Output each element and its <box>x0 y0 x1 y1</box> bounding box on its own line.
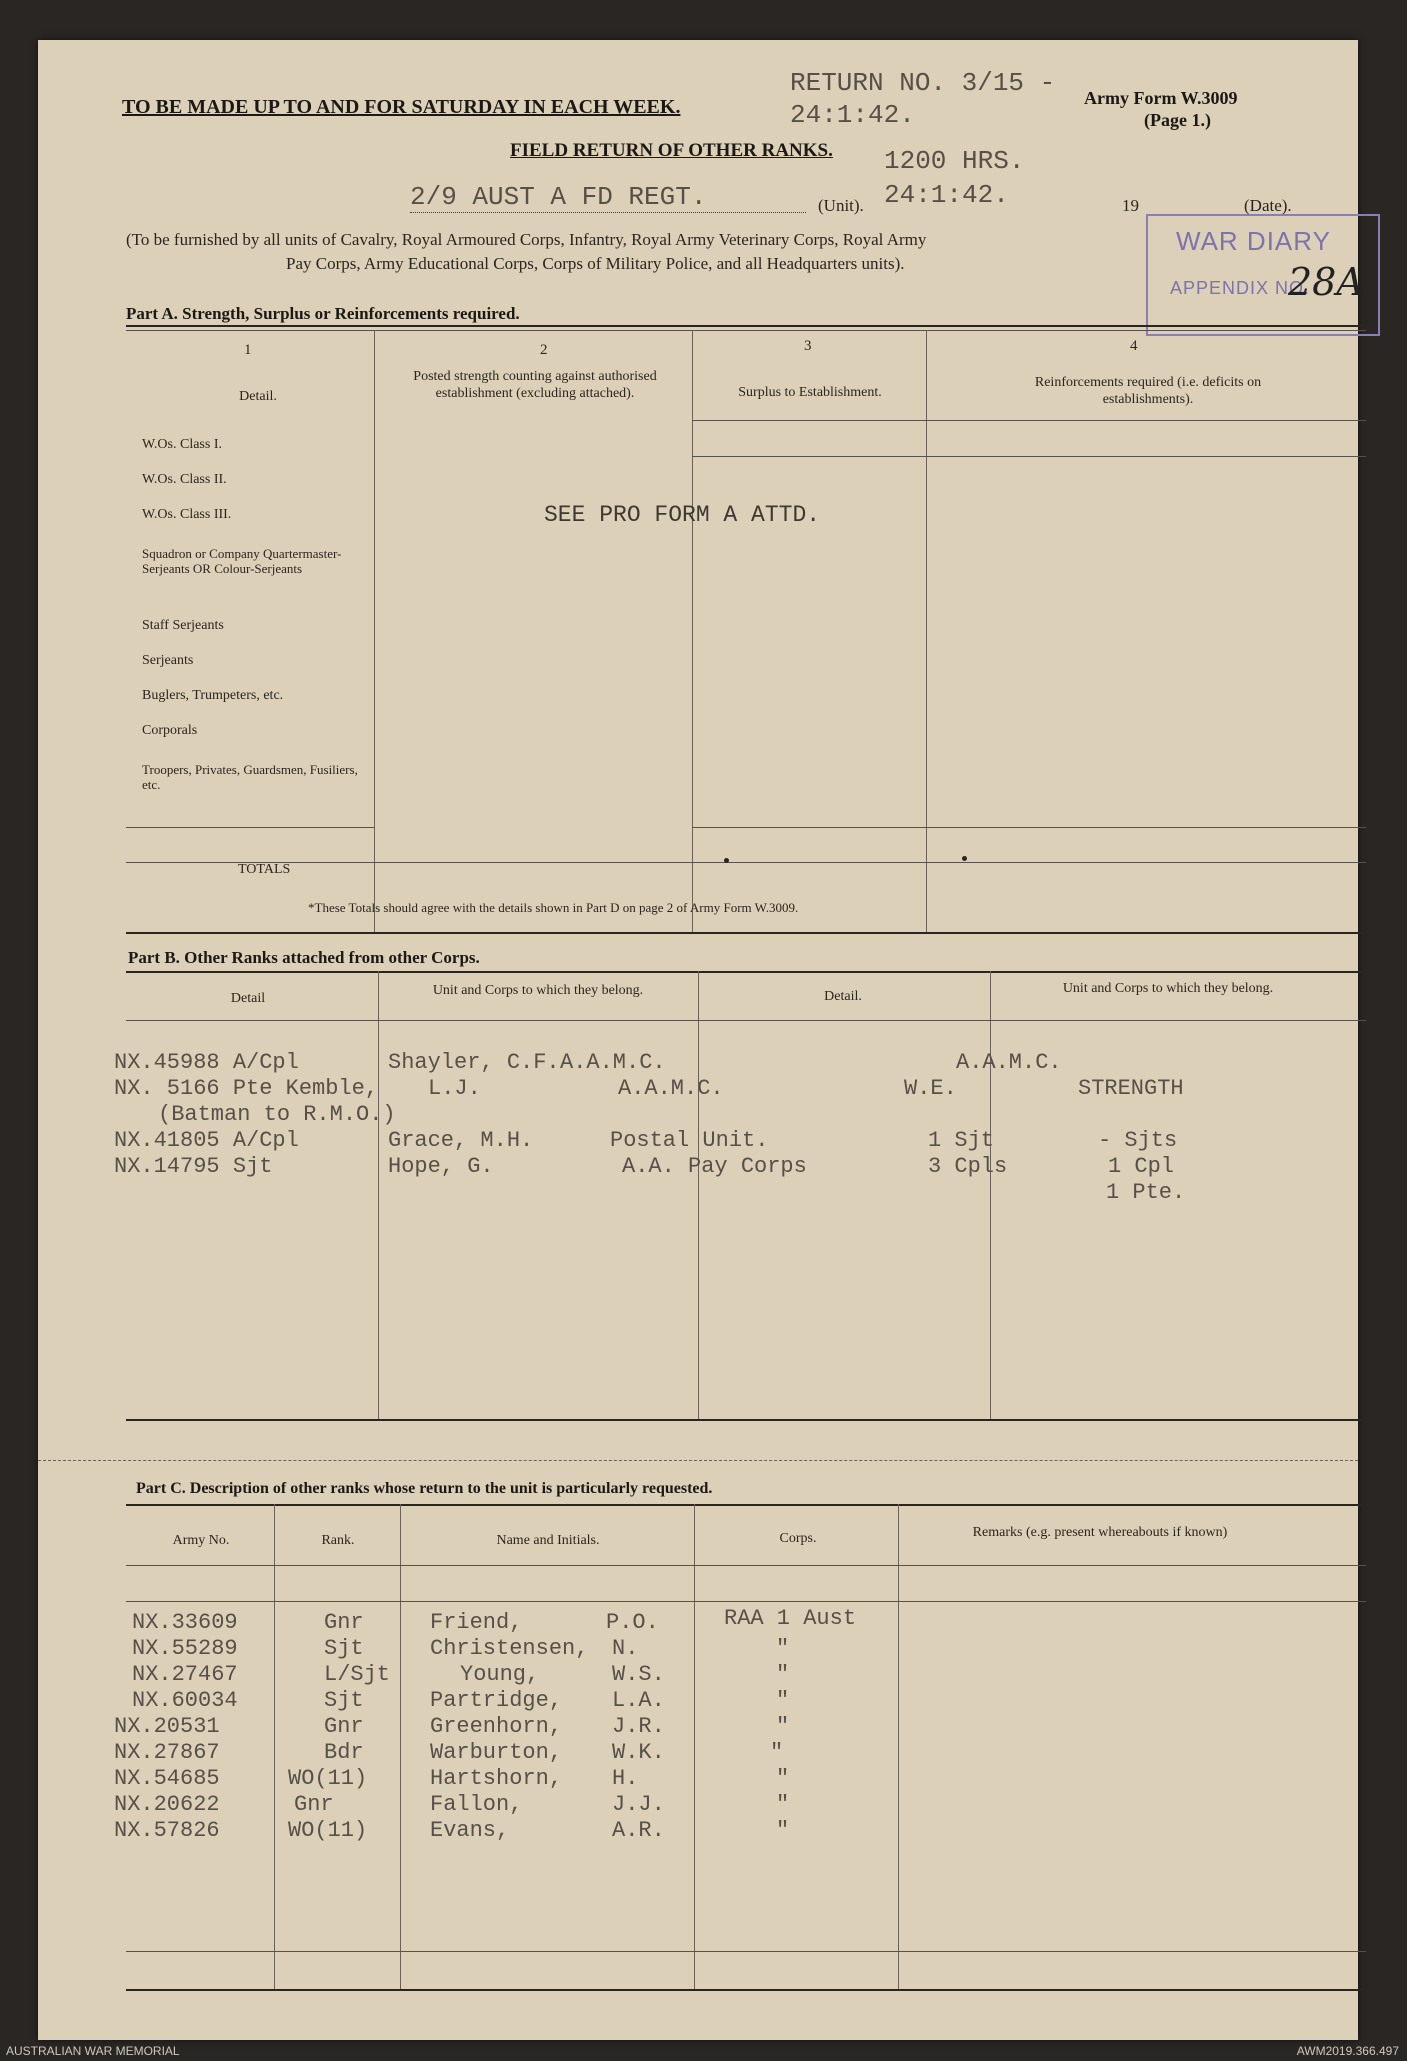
part-c-name: Young, <box>460 1662 540 1687</box>
part-c-initials: J.R. <box>612 1714 665 1739</box>
return-number: RETURN NO. 3/15 - <box>790 68 1056 98</box>
furnish-note-line1: (To be furnished by all units of Cavalry, Royal Armoured Corps, Infantry, Royal Army Veterinary Corps, Royal Army <box>126 230 927 249</box>
unit-value: 2/9 AUST A FD REGT. <box>410 182 707 212</box>
part-c-initials: W.K. <box>612 1740 665 1765</box>
part-c-rank: Gnr <box>324 1714 364 1739</box>
part-a-col-number: 1 <box>244 342 252 358</box>
part-c-rank: WO(11) <box>288 1818 368 1843</box>
part-b-detail2: 3 Cpls <box>928 1154 1008 1179</box>
part-c-army-no: NX.54685 <box>114 1766 220 1791</box>
date-label: (Date). <box>1244 196 1292 215</box>
part-a-col-header: Posted strength counting against authorised establishment (excluding attached). <box>413 369 657 401</box>
part-c-corps: " <box>776 1766 790 1791</box>
part-c-army-no: NX.20531 <box>114 1714 220 1739</box>
part-c-army-no: NX.55289 <box>132 1636 238 1661</box>
page-number: (Page 1.) <box>1144 110 1211 130</box>
part-b-top-rule <box>126 971 1366 973</box>
part-c-col-header: Remarks (e.g. present whereabouts if known) <box>972 1525 1228 1540</box>
part-a-row-label: W.Os. Class II. <box>142 472 227 487</box>
part-b-unit: A.A.M.C. <box>618 1076 724 1101</box>
form-page <box>38 40 1364 2040</box>
part-a-col-number: 3 <box>804 338 812 354</box>
totals-dot <box>962 856 967 861</box>
part-c-name: Christensen, <box>430 1636 589 1661</box>
part-b-unit2: A.A.M.C. <box>956 1050 1062 1075</box>
part-b-detail: NX.14795 Sjt <box>114 1154 273 1179</box>
part-a-row-label: Serjeants <box>142 653 194 668</box>
part-a-col-header: Surplus to Establishment. <box>738 385 882 400</box>
part-a-bottom-rule <box>126 932 1366 934</box>
year-prefix: 19 <box>1122 196 1139 215</box>
part-b-unit2: 1 Cpl <box>1108 1154 1175 1179</box>
part-c-row-rule <box>126 1601 1366 1602</box>
part-c-corps: " <box>776 1688 790 1713</box>
stamp-appendix-label: APPENDIX NO. <box>1170 278 1311 298</box>
part-c-col-header: Name and Initials. <box>496 1533 600 1548</box>
part-c-initials: H. <box>612 1766 639 1791</box>
part-b-unit: A.A. Pay Corps <box>622 1154 807 1179</box>
part-c-col-divider <box>694 1504 695 1989</box>
part-c-name: Greenhorn, <box>430 1714 563 1739</box>
part-c-initials: L.A. <box>612 1688 665 1713</box>
part-b-detail: (Batman to R.M.O.) <box>158 1102 396 1127</box>
part-a-row-rule <box>692 420 1366 421</box>
part-c-bottom-rule <box>126 1989 1366 1991</box>
stamp-appendix-number: 28A <box>1288 260 1364 304</box>
part-b-col-header: Detail <box>230 991 266 1006</box>
war-diary-stamp <box>1146 214 1380 336</box>
part-c-col-header: Rank. <box>321 1533 355 1548</box>
part-c-row-rule <box>126 1565 1366 1566</box>
part-b-name: Shayler, C.F. <box>388 1050 560 1075</box>
totals-dot <box>724 858 729 863</box>
part-b-name: Hope, G. <box>388 1154 494 1179</box>
part-c-army-no: NX.27867 <box>114 1740 220 1765</box>
part-a-row-label: Staff Serjeants <box>142 618 224 633</box>
part-c-rank: Bdr <box>324 1740 364 1765</box>
part-c-initials: W.S. <box>612 1662 665 1687</box>
part-c-corps: " <box>776 1636 790 1661</box>
part-c-corps: " <box>776 1792 790 1817</box>
part-c-col-divider <box>898 1504 899 1989</box>
part-c-row-rule <box>126 1951 1366 1952</box>
part-b-name: Grace, M.H. <box>388 1128 534 1153</box>
part-b-heading: Part B. Other Ranks attached from other Corps. <box>128 948 480 967</box>
part-c-army-no: NX.33609 <box>132 1610 238 1635</box>
part-a-top-rule-inner <box>126 330 1366 331</box>
return-time: 1200 HRS. <box>884 146 1025 176</box>
part-a-col-divider <box>374 330 375 932</box>
part-c-rank: Gnr <box>294 1792 334 1817</box>
part-a-col-header: Detail. <box>239 389 277 404</box>
part-a-row-rule <box>692 456 1366 457</box>
part-c-name: Warburton, <box>430 1740 563 1765</box>
part-c-col-divider <box>274 1504 275 1989</box>
part-c-name: Evans, <box>430 1818 510 1843</box>
part-b-unit2: 1 Pte. <box>1106 1180 1186 1205</box>
part-b-unit: Postal Unit. <box>610 1128 769 1153</box>
part-c-army-no: NX.57826 <box>114 1818 220 1843</box>
part-a-footnote: *These Totals should agree with the details shown in Part D on page 2 of Army Form W.3009. <box>308 900 799 915</box>
part-a-col-number: 4 <box>1130 338 1138 354</box>
part-c-corps: " <box>776 1714 790 1739</box>
part-c-name: Hartshorn, <box>430 1766 563 1791</box>
part-b-detail2: 1 Sjt <box>928 1128 995 1153</box>
unit-label: (Unit). <box>818 196 864 215</box>
part-a-top-rule <box>126 325 1366 327</box>
part-c-initials: P.O. <box>606 1610 659 1635</box>
part-b-unit2: - Sjts <box>1098 1128 1178 1153</box>
part-b-col-header: Detail. <box>824 989 862 1004</box>
part-b-col-divider <box>378 971 379 1419</box>
part-a-row-rule <box>692 827 1366 828</box>
part-c-corps: RAA 1 Aust <box>724 1606 857 1631</box>
part-a-totals-rule <box>126 862 1366 863</box>
part-b-col-header: Unit and Corps to which they belong. <box>1062 981 1274 996</box>
part-c-rank: Sjt <box>324 1688 364 1713</box>
part-b-detail: NX.41805 A/Cpl <box>114 1128 299 1153</box>
part-c-col-header: Army No. <box>172 1533 230 1548</box>
part-b-name: L.J. <box>428 1076 481 1101</box>
part-c-initials: N. <box>612 1636 639 1661</box>
part-c-col-divider <box>400 1504 401 1989</box>
part-a-row-label: W.Os. Class III. <box>142 507 232 522</box>
part-c-rank: Gnr <box>324 1610 364 1635</box>
part-c-rank: Sjt <box>324 1636 364 1661</box>
part-c-army-no: NX.60034 <box>132 1688 238 1713</box>
part-b-unit: A.A.M.C. <box>560 1050 666 1075</box>
part-a-row-label: W.Os. Class I. <box>142 437 222 452</box>
part-c-name: Fallon, <box>430 1792 523 1817</box>
part-b-col-divider <box>698 971 699 1419</box>
part-a-row-label: Corporals <box>142 723 198 738</box>
part-c-name: Friend, <box>430 1610 523 1635</box>
part-a-typed-note: SEE PRO FORM A ATTD. <box>544 502 821 528</box>
part-c-army-no: NX.20622 <box>114 1792 220 1817</box>
footer-credit: AUSTRALIAN WAR MEMORIAL <box>6 2044 180 2058</box>
part-c-corps: " <box>776 1662 790 1687</box>
part-c-rank: L/Sjt <box>324 1662 391 1687</box>
part-b-bottom-rule <box>126 1419 1366 1421</box>
part-b-detail: NX. 5166 Pte Kemble, <box>114 1076 379 1101</box>
part-c-initials: A.R. <box>612 1818 665 1843</box>
part-a-totals-label: TOTALS <box>238 862 291 877</box>
stamp-text: WAR DIARY <box>1176 226 1331 256</box>
part-c-col-header: Corps. <box>779 1531 817 1546</box>
part-b-detail2: W.E. <box>904 1076 957 1101</box>
part-c-corps: " <box>776 1818 790 1843</box>
part-c-initials: J.J. <box>612 1792 665 1817</box>
date-value: 24:1:42. <box>884 180 1009 210</box>
part-b-header-rule <box>126 1020 1366 1021</box>
form-name: Army Form W.3009 <box>1084 88 1238 108</box>
part-a-row-label: Troopers, Privates, Guardsmen, Fusiliers, etc. <box>142 762 358 792</box>
form-title: FIELD RETURN OF OTHER RANKS. <box>510 140 833 161</box>
part-c-rank: WO(11) <box>288 1766 368 1791</box>
part-a-col-number: 2 <box>540 342 548 358</box>
part-a-row-rule <box>126 827 374 828</box>
return-date: 24:1:42. <box>790 100 915 130</box>
part-a-row-label: Buglers, Trumpeters, etc. <box>142 688 284 703</box>
part-b-unit2: STRENGTH <box>1078 1076 1184 1101</box>
tear-line <box>38 1460 1358 1461</box>
part-a-heading: Part A. Strength, Surplus or Reinforcements required. <box>126 304 520 323</box>
part-c-army-no: NX.27467 <box>132 1662 238 1687</box>
footer-accession: AWM2019.366.497 <box>1296 2044 1399 2058</box>
instruction-text: TO BE MADE UP TO AND FOR SATURDAY IN EACH WEEK. <box>122 96 681 118</box>
unit-underline <box>410 212 806 213</box>
part-c-heading: Part C. Description of other ranks whose return to the unit is particularly requested. <box>136 1480 713 1497</box>
part-c-name: Partridge, <box>430 1688 563 1713</box>
part-a-col-header: Reinforcements required (i.e. deficits on establishments). <box>1034 375 1262 407</box>
part-b-col-divider <box>990 971 991 1419</box>
part-b-col-header: Unit and Corps to which they belong. <box>432 983 644 998</box>
part-c-corps: " <box>770 1740 784 1765</box>
part-a-row-label: Squadron or Company Quartermaster-Serjeants OR Colour-Serjeants <box>142 546 342 576</box>
part-c-top-rule <box>126 1504 1366 1506</box>
furnish-note-line2: Pay Corps, Army Educational Corps, Corps of Military Police, and all Headquarters units). <box>286 254 905 273</box>
part-b-detail: NX.45988 A/Cpl <box>114 1050 299 1075</box>
